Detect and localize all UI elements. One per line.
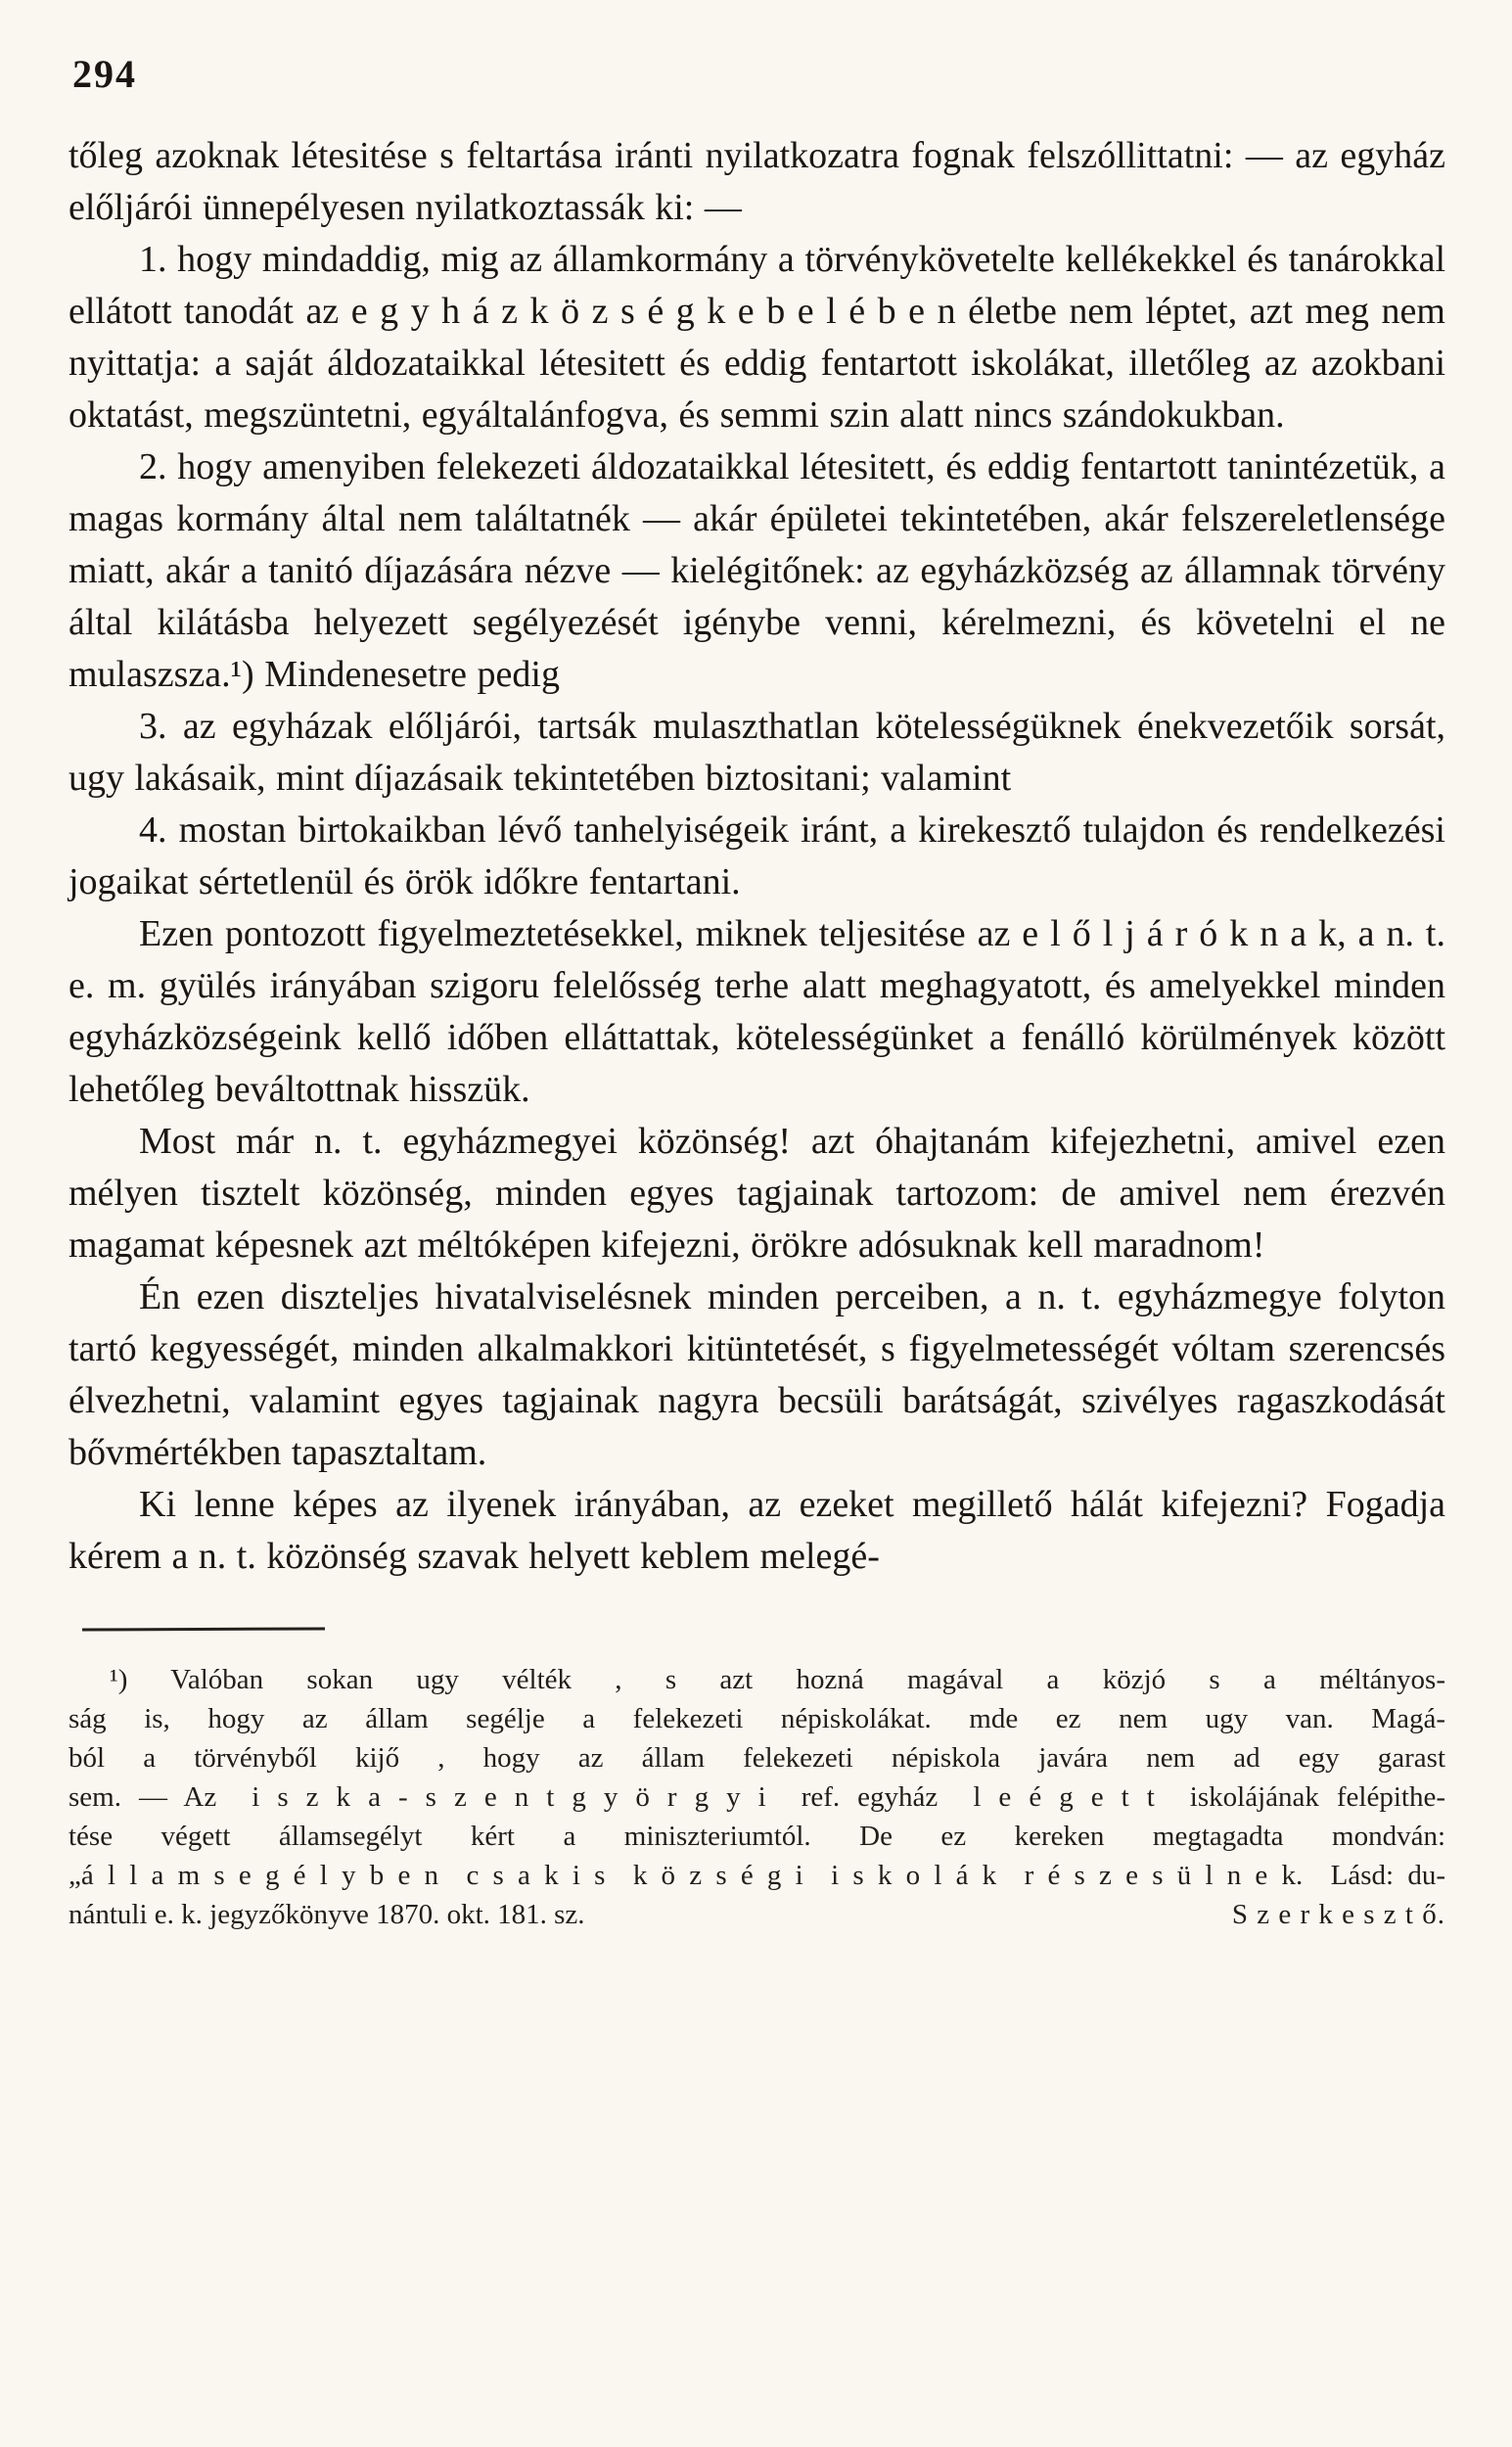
footnote [69, 1660, 1445, 1934]
paragraph-point-2: 2. hogy amenyiben felekezeti áldozataikkal létesitett, és eddig fentartott tanintézetük, a magas kormány által nem találtatnék — akár épületei tekintetében, akár felszereletlensége miatt, akár a tanitó díjazására nézve — kielégitőnek: az egyházközség az államnak törvény által kilátásba helyezett segélyezését igénybe venni, kérelmezni, és követelni el ne mulaszsza.¹) Mindenesetre pedig [69, 446, 1445, 695]
paragraph-point-4: 4. mostan birtokaikban lévő tanhelyiségeik iránt, a kirekesztő tulajdon és rendelkezési jogaikat sértetlenül és örök időkre fentartani. [69, 809, 1445, 902]
footnote-line: sem. — Az i s z k a - s z e n t g y ö r g y i ref. egyház l e é g e t t iskolájának felépithe- [69, 1781, 1445, 1813]
paragraph-closing-2: Most már n. t. egyházmegyei közönség! azt óhajtanám kifejezhetni, amivel ezen mélyen tisztelt közönség, minden egyes tagjainak tartozom: de amivel nem érezvén magamat képesnek azt méltóképen kifejezni, örökre adósuknak kell maradnom! [69, 1121, 1445, 1266]
footnote-line: tése végett államsegélyt kért a miniszteriumtól. De ez kereken megtagadta mondván: [69, 1821, 1445, 1852]
footnote-separator [82, 1627, 325, 1631]
footnote-line: „á l l a m s e g é l y b e n c s a k i s k ö z s é g i i s k o l á k r é s z e s ü l n e k. Lásd: du- [69, 1860, 1445, 1891]
paragraph-closing-1: Ezen pontozott figyelmeztetésekkel, miknek teljesitése az e l ő l j á r ó k n a k, a n. t. e. m. gyülés irányában szigoru felelősség terhe alatt meghagyatott, és amelyekkel minden egyházközségeink kellő időben elláttattak, kötelességünket a fenálló körülmények között lehetőleg beváltottnak hisszük. [69, 913, 1445, 1110]
footnote-line: ból a törvényből kijő , hogy az állam felekezeti népiskola javára nem ad egy garast [69, 1742, 1445, 1774]
footnote-line: ¹) Valóban sokan ugy vélték , s azt hozná magával a közjó s a méltányos- [110, 1664, 1445, 1695]
footnote-signature: S z e r k e s z t ő. [1231, 1899, 1445, 1930]
footnote-line-end: nántuli e. k. jegyzőkönyve 1870. okt. 181. sz. [69, 1899, 585, 1930]
body-text [69, 130, 1445, 1583]
footnote-line: ság is, hogy az állam segélje a felekezeti népiskolákat. mde ez nem ugy van. Magá- [69, 1703, 1445, 1734]
paragraph-point-3: 3. az egyházak előljárói, tartsák mulaszthatlan kötelességüknek énekvezetőik sorsát, ugy lakásaik, mint díjazásaik tekintetében biztositani; valamint [69, 706, 1445, 799]
paragraph-closing-4: Ki lenne képes az ilyenek irányában, az ezeket megillető hálát kifejezni? Fogadja kérem a n. t. közönség szavak helyett keblem melegé- [69, 1484, 1445, 1577]
paragraph-point-1: 1. hogy mindaddig, mig az államkormány a törvénykövetelte kellékekkel és tanárokkal ellátott tanodát az e g y h á z k ö z s é g k e b e l é b e n életbe nem léptet, azt meg nem nyittatja: a saját áldozataikkal létesitett és eddig fentartott iskolákat, illetőleg az azokbani oktatást, megszüntetni, egyáltalánfogva, és semmi szin alatt nincs szándokukban. [69, 239, 1445, 436]
paragraph-closing-3: Én ezen diszteljes hivatalviselésnek minden perceiben, a n. t. egyházmegye folyton tartó kegyességét, minden alkalmakkori kitüntetését, s figyelmetességét vóltam szerencsés élvezhetni, valamint egyes tagjainak nagyra becsüli barátságát, szivélyes ragaszkodását bővmértékben tapasztaltam. [69, 1276, 1445, 1473]
page-number: 294 [72, 52, 137, 96]
footnote-last-line [69, 1895, 1445, 1934]
paragraph-continuation: tőleg azoknak létesitése s feltartása iránti nyilatkozatra fognak felszóllittatni: — az egyház előljárói ünnepélyesen nyilatkoztassák ki: — [69, 135, 1445, 228]
